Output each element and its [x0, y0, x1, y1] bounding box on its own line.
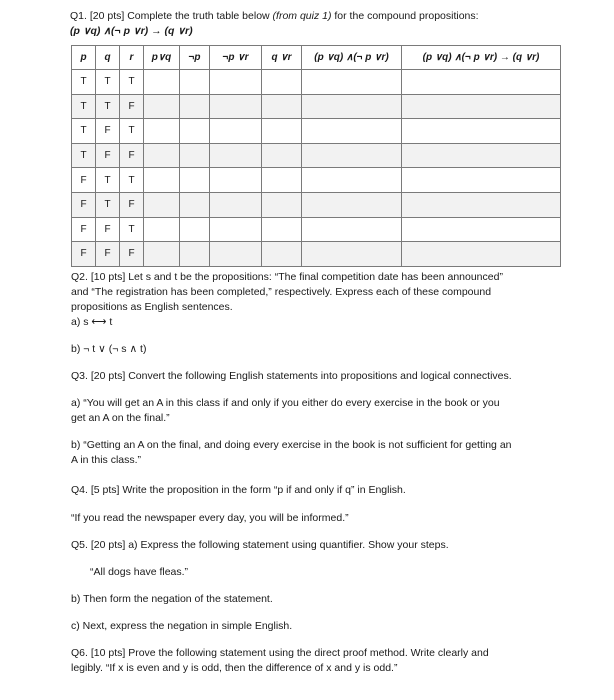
empty-cell	[262, 119, 302, 144]
empty-cell	[302, 70, 402, 95]
table-row	[72, 242, 561, 267]
table-cell: F	[96, 119, 120, 144]
empty-cell	[262, 143, 302, 168]
column-header-not-p-or-r: ¬p ∨r	[210, 46, 262, 70]
table-row	[72, 70, 561, 95]
empty-cell	[210, 70, 262, 95]
empty-cell	[302, 168, 402, 193]
q1-heading-italic: (from quiz 1)	[272, 10, 332, 22]
column-header-r: r	[120, 46, 144, 70]
table-cell: T	[120, 168, 144, 193]
empty-cell	[210, 143, 262, 168]
column-header-implication: (p ∨q) ∧(¬ p ∨r) → (q ∨r)	[402, 46, 561, 70]
empty-cell	[144, 168, 180, 193]
empty-cell	[262, 70, 302, 95]
truth-table	[71, 45, 561, 267]
empty-cell	[144, 94, 180, 119]
empty-cell	[180, 94, 210, 119]
q3-part-a-line-2: get an A on the final.”	[71, 412, 170, 424]
empty-cell	[210, 168, 262, 193]
table-row	[72, 143, 561, 168]
empty-cell	[302, 119, 402, 144]
q6-line-1: Q6. [10 pts] Prove the following statement using the direct proof method. Write clearly and	[71, 647, 489, 659]
table-cell: F	[72, 168, 96, 193]
empty-cell	[180, 192, 210, 217]
empty-cell	[402, 242, 561, 267]
column-header-q: q	[96, 46, 120, 70]
table-cell: F	[96, 217, 120, 242]
table-cell: F	[72, 242, 96, 267]
column-header-not-p: ¬p	[180, 46, 210, 70]
table-cell: F	[96, 143, 120, 168]
table-cell: F	[120, 192, 144, 217]
empty-cell	[180, 242, 210, 267]
table-cell: T	[96, 168, 120, 193]
empty-cell	[302, 242, 402, 267]
table-cell: T	[96, 70, 120, 95]
empty-cell	[262, 217, 302, 242]
table-cell: T	[96, 192, 120, 217]
table-row	[72, 168, 561, 193]
q5-part-b: b) Then form the negation of the statement.	[71, 593, 273, 605]
column-header-conjunction: (p ∨q) ∧(¬ p ∨r)	[302, 46, 402, 70]
table-cell: F	[120, 94, 144, 119]
q1-heading	[70, 9, 479, 39]
q6-section	[71, 646, 551, 676]
table-cell: F	[120, 242, 144, 267]
table-cell: F	[96, 242, 120, 267]
empty-cell	[210, 94, 262, 119]
empty-cell	[402, 119, 561, 144]
table-cell: T	[96, 94, 120, 119]
empty-cell	[210, 242, 262, 267]
empty-cell	[180, 70, 210, 95]
empty-cell	[262, 94, 302, 119]
q3-part-b	[71, 438, 551, 468]
empty-cell	[180, 119, 210, 144]
empty-cell	[402, 217, 561, 242]
column-header-q-or-r: q ∨r	[262, 46, 302, 70]
empty-cell	[144, 192, 180, 217]
column-header-p-or-q: p∨q	[144, 46, 180, 70]
empty-cell	[302, 94, 402, 119]
empty-cell	[180, 168, 210, 193]
empty-cell	[210, 217, 262, 242]
q1-heading-tail: for the compound propositions:	[331, 10, 479, 22]
empty-cell	[144, 70, 180, 95]
empty-cell	[144, 242, 180, 267]
truth-table-header-row	[72, 46, 561, 70]
q3-part-b-line-2: A in this class.”	[71, 454, 142, 466]
table-row	[72, 192, 561, 217]
empty-cell	[210, 119, 262, 144]
q5-statement: “All dogs have fleas.”	[90, 566, 189, 578]
empty-cell	[302, 143, 402, 168]
table-cell: T	[72, 143, 96, 168]
empty-cell	[144, 143, 180, 168]
table-cell: T	[72, 94, 96, 119]
table-cell: T	[72, 70, 96, 95]
q2-line-1: Q2. [10 pts] Let s and t be the propositions: “The final competition date has been announced”	[71, 271, 503, 283]
q2-part-a: a) s ⟷ t	[71, 316, 113, 328]
q5-part-c: c) Next, express the negation in simple English.	[71, 620, 293, 632]
q2-section	[71, 270, 551, 330]
empty-cell	[180, 143, 210, 168]
empty-cell	[402, 143, 561, 168]
table-cell: F	[120, 143, 144, 168]
empty-cell	[302, 192, 402, 217]
empty-cell	[262, 192, 302, 217]
q2-part-b: b) ¬ t ∨ (¬ s ∧ t)	[71, 343, 147, 355]
q4-statement: “If you read the newspaper every day, you will be informed.”	[71, 512, 349, 524]
empty-cell	[302, 217, 402, 242]
q1-heading-text: Q1. [20 pts] Complete the truth table below	[70, 10, 273, 22]
q3-part-a	[71, 396, 551, 426]
table-cell: T	[120, 217, 144, 242]
q3-part-b-line-1: b) “Getting an A on the final, and doing every exercise in the book is not sufficient for getting an	[71, 439, 512, 451]
q6-line-2: legibly. “If x is even and y is odd, then the difference of x and y is odd.”	[71, 662, 398, 674]
q1-formula: (p ∨q) ∧(¬ p ∨r) → (q ∨r)	[70, 25, 193, 37]
empty-cell	[402, 70, 561, 95]
q3-part-a-line-1: a) “You will get an A in this class if and only if you either do every exercise in the book or you	[71, 397, 500, 409]
q2-line-2: and “The registration has been completed,” respectively. Express each of these compound	[71, 286, 492, 298]
table-row	[72, 94, 561, 119]
empty-cell	[144, 217, 180, 242]
empty-cell	[144, 119, 180, 144]
table-cell: T	[120, 119, 144, 144]
q3-heading: Q3. [20 pts] Convert the following English statements into propositions and logical connectives.	[71, 370, 512, 382]
q5-heading: Q5. [20 pts] a) Express the following statement using quantifier. Show your steps.	[71, 539, 449, 551]
table-cell: F	[72, 192, 96, 217]
q2-line-3: propositions as English sentences.	[71, 301, 233, 313]
table-cell: T	[72, 119, 96, 144]
empty-cell	[402, 168, 561, 193]
empty-cell	[262, 242, 302, 267]
table-cell: F	[72, 217, 96, 242]
table-row	[72, 217, 561, 242]
empty-cell	[402, 94, 561, 119]
empty-cell	[180, 217, 210, 242]
empty-cell	[210, 192, 262, 217]
empty-cell	[402, 192, 561, 217]
table-row	[72, 119, 561, 144]
table-cell: T	[120, 70, 144, 95]
column-header-p: p	[72, 46, 96, 70]
q4-heading: Q4. [5 pts] Write the proposition in the form “p if and only if q” in English.	[71, 484, 406, 496]
empty-cell	[262, 168, 302, 193]
